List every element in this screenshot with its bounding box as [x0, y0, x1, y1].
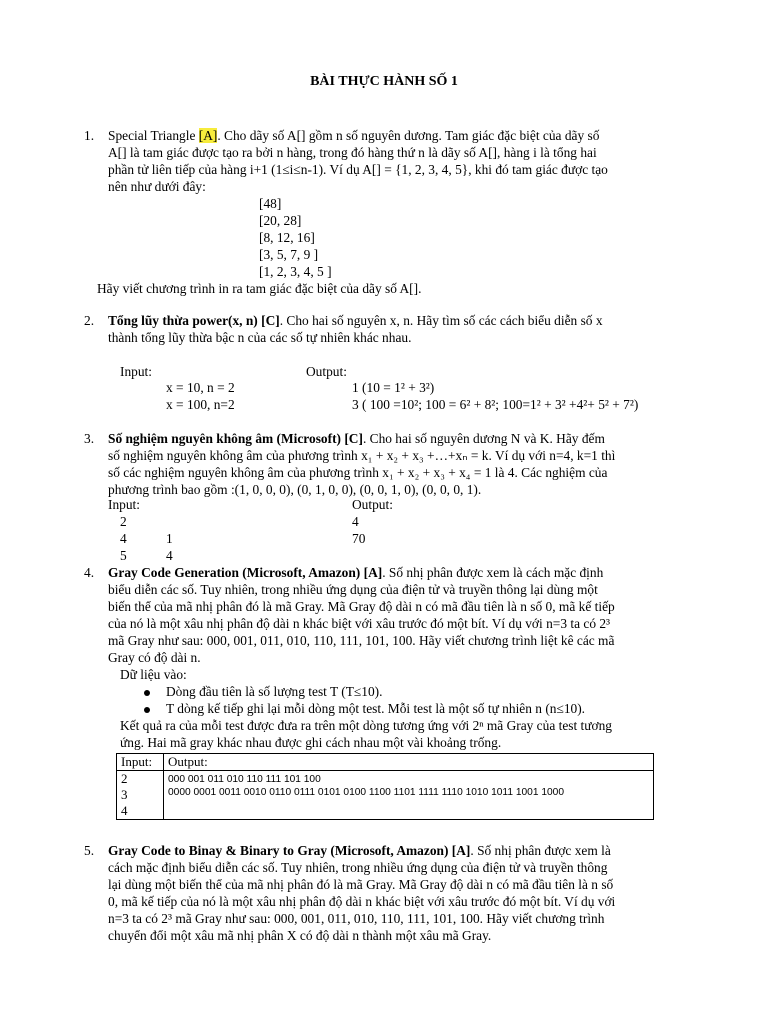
example-input: 2: [120, 514, 127, 529]
table-input-value: 3: [121, 787, 128, 802]
table-input-value: 2: [121, 771, 128, 786]
difficulty-tag: [A]: [198, 128, 218, 143]
input-label: Input:: [120, 364, 152, 379]
problem-text: mã Gray như sau: 000, 001, 011, 010, 110, 111, 101, 100. Hãy viết chương trình liệt kê các mã: [108, 633, 615, 648]
table-header-row: [117, 754, 654, 771]
problem-heading: [108, 313, 603, 329]
table-cell-inputs: [117, 771, 164, 820]
problem-number: 5.: [84, 843, 95, 858]
problem-text: thành tổng lũy thừa bậc n của các số tự nhiên khác nhau.: [108, 330, 412, 345]
problem-text: . Số nhị phân được xem là cách mặc định: [382, 565, 604, 580]
example-input: 4: [166, 548, 173, 563]
problem-text: số nghiệm nguyên không âm của phương trình x₁ + x₂ + x₃ +…+xₙ = k. Ví dụ với n=4, k=1 thì: [108, 448, 616, 463]
problem-number: 4.: [84, 565, 95, 580]
problem-text: . Cho hai số nguyên dương N và K. Hãy đếm: [362, 431, 605, 446]
problem-heading: [108, 128, 599, 144]
page-title: BÀI THỰC HÀNH SỐ 1: [310, 74, 458, 89]
example-input: 4: [120, 531, 127, 546]
table-row: [117, 771, 654, 820]
example-output: 70: [352, 531, 366, 546]
problem-name: Gray Code Generation (Microsoft, Amazon) [A]: [108, 565, 383, 580]
problem-text: Kết quả ra của mỗi test được đưa ra trên một dòng tương ứng với 2ⁿ mã Gray của test tương: [120, 718, 613, 733]
problem-text: biểu diễn các số. Tuy nhiên, trong nhiều ứng dụng của điện tử và truyền thông lại dùng một: [108, 582, 598, 597]
table-header-input: Input:: [117, 754, 164, 771]
table-input-value: 4: [121, 803, 128, 818]
bullet-text: Dòng đầu tiên là số lượng test T (T≤10).: [166, 684, 383, 699]
table-output-value: 0000 0001 0011 0010 0110 0111 0101 0100 1100 1101 1111 1110 1010 1011 1001 1000: [168, 787, 564, 798]
example-input: 5: [120, 548, 127, 563]
problem-text: của nó là một xâu nhị phân độ dài n khác biệt với xâu trước đó một bít. Ví dụ với n=3 ta có 2³: [108, 616, 611, 631]
table-output-value: 000 001 011 010 110 111 101 100: [168, 774, 321, 785]
problem-text: lại dùng một biến thể của mã nhị phân đó là mã Gray. Mã Gray độ dài n có mã đầu tiên là n số: [108, 877, 614, 892]
problem-text: chuyển đổi một xâu mã nhị phân X có độ dài n thành một xâu mã Gray.: [108, 928, 492, 943]
problem-text: Gray có độ dài n.: [108, 650, 201, 665]
example-output: 1 (10 = 1² + 3²): [352, 380, 435, 395]
table-header-output: Output:: [164, 754, 654, 771]
problem-text: biến thể của mã nhị phân đó là mã Gray. Mã Gray độ dài n có mã đầu tiên là n số 0, mã kế tiếp: [108, 599, 615, 614]
problem-text: ứng. Hai mã gray khác nhau được ghi cách nhau một vài khoảng trống.: [120, 735, 502, 750]
problem-text: A[] là tam giác được tạo ra bởi n hàng, trong đó hàng thứ n là dãy số A[], hàng i là tổng hai: [108, 145, 597, 160]
triangle-row: [3, 5, 7, 9 ]: [259, 247, 319, 262]
problem-text: số các nghiệm nguyên không âm của phương trình x₁ + x₂ + x₃ + x₄ = 1 là 4. Các nghiệm của: [108, 465, 608, 480]
problem-text: nên như dưới đây:: [108, 179, 206, 194]
problem-heading: [108, 843, 611, 859]
triangle-row: [1, 2, 3, 4, 5 ]: [259, 264, 332, 279]
example-table: [116, 753, 654, 820]
bullet-icon: [144, 690, 150, 696]
example-output: 3 ( 100 =10²; 100 = 6² + 8²; 100=1² + 3² +4²+ 5² + 7²): [352, 397, 639, 412]
triangle-row: [48]: [259, 196, 282, 211]
problem-text: Hãy viết chương trình in ra tam giác đặc biệt của dãy số A[].: [97, 281, 422, 296]
bullet-icon: [144, 707, 150, 713]
triangle-row: [20, 28]: [259, 213, 302, 228]
table-cell-outputs: [164, 771, 654, 820]
example-input: x = 10, n = 2: [166, 380, 235, 395]
bullet-text: T dòng kế tiếp ghi lại mỗi dòng một test. Mỗi test là một số tự nhiên n (n≤10).: [166, 701, 586, 716]
output-label: Output:: [352, 497, 393, 512]
example-input: 1: [166, 531, 173, 546]
problem-name: Gray Code to Binay & Binary to Gray (Microsoft, Amazon) [A]: [108, 843, 471, 858]
problem-name: Special Triangle: [108, 128, 196, 143]
problem-number: 3.: [84, 431, 95, 446]
problem-text: phần tử liên tiếp của hàng i+1 (1≤i≤n-1). Ví dụ A[] = {1, 2, 3, 4, 5}, khi đó tam giác được tạo: [108, 162, 608, 177]
problem-heading: [108, 431, 605, 447]
problem-text: . Số nhị phân được xem là: [470, 843, 611, 858]
example-output: 4: [352, 514, 359, 529]
problem-text: cách mặc định biểu diễn các số. Tuy nhiên, trong nhiều ứng dụng của điện tử và truyền thông: [108, 860, 608, 875]
problem-number: 1.: [84, 128, 95, 143]
example-input: x = 100, n=2: [166, 397, 235, 412]
problem-text: . Cho dãy số A[] gồm n số nguyên dương. Tam giác đặc biệt của dãy số: [217, 128, 600, 143]
problem-text: phương trình bao gồm :(1, 0, 0, 0), (0, 1, 0, 0), (0, 0, 1, 0), (0, 0, 0, 1).: [108, 482, 482, 497]
problem-text: . Cho hai số nguyên x, n. Hãy tìm số các cách biểu diễn số x: [279, 313, 603, 328]
problem-text: 0, mã kế tiếp của nó là một xâu nhị phân độ dài n khác biệt với xâu trước đó một bít. Ví dụ với: [108, 894, 616, 909]
input-heading: Dữ liệu vào:: [120, 667, 187, 682]
problem-heading: [108, 565, 603, 581]
problem-name: Tổng lũy thừa power(x, n) [C]: [108, 313, 280, 328]
problem-name: Số nghiệm nguyên không âm (Microsoft) [C]: [108, 431, 363, 446]
problem-text: n=3 ta có 2³ mã Gray như sau: 000, 001, 011, 010, 110, 111, 101, 100. Hãy viết chương trình: [108, 911, 605, 926]
problem-number: 2.: [84, 313, 95, 328]
output-label: Output:: [306, 364, 347, 379]
triangle-row: [8, 12, 16]: [259, 230, 315, 245]
input-label: Input:: [108, 497, 140, 512]
